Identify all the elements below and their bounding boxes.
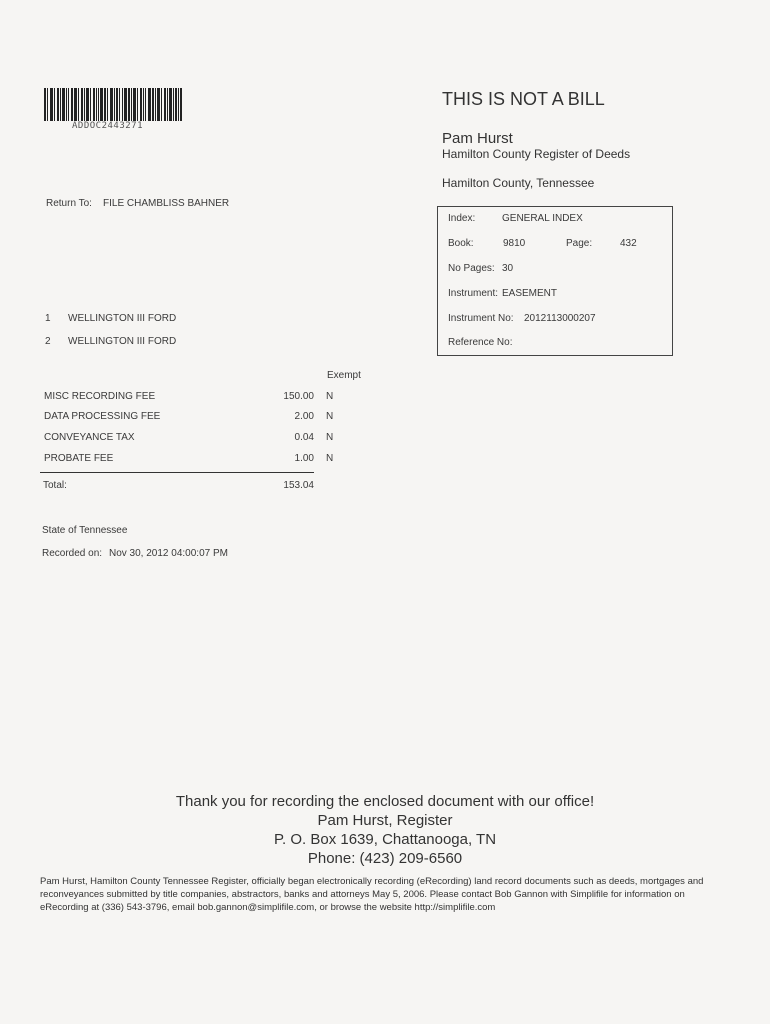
total-label: Total: (43, 480, 67, 491)
document-info-box (437, 206, 673, 356)
closing-thanks: Thank you for recording the enclosed document with our office! (175, 793, 595, 810)
no-pages-label: No Pages: (448, 263, 495, 274)
fee-name: CONVEYANCE TAX (44, 432, 135, 443)
fee-amount: 2.00 (294, 411, 314, 422)
total-value: 153.04 (283, 480, 314, 491)
fee-amount: 0.04 (294, 432, 314, 443)
return-to-value: FILE CHAMBLISS BAHNER (103, 198, 230, 209)
page-title: THIS IS NOT A BILL (442, 89, 605, 109)
return-to-label: Return To: (46, 198, 92, 209)
book-value: 9810 (503, 238, 526, 249)
party-name: WELLINGTON III FORD (68, 313, 177, 324)
fee-exempt: N (326, 411, 334, 422)
fee-exempt: N (326, 453, 334, 464)
recorded-value: Nov 30, 2012 04:00:07 PM (109, 548, 228, 559)
book-label: Book: (448, 238, 474, 249)
instrument-no-value: 2012113000207 (524, 313, 596, 324)
register-name: Pam Hurst (442, 130, 513, 147)
fee-name: MISC RECORDING FEE (44, 391, 156, 402)
county-name: Hamilton County, Tennessee (442, 176, 595, 190)
closing-phone: Phone: (423) 209-6560 (307, 850, 463, 867)
exempt-header: Exempt (327, 370, 361, 381)
instrument-no-label: Instrument No: (448, 313, 514, 324)
page-value: 432 (620, 238, 637, 249)
no-pages-value: 30 (502, 263, 514, 274)
party-number: 1 (45, 313, 51, 324)
closing-address: P. O. Box 1639, Chattanooga, TN (273, 831, 497, 848)
register-office: Hamilton County Register of Deeds (442, 147, 631, 161)
fee-amount: 150.00 (283, 391, 314, 402)
erecording-disclaimer: Pam Hurst, Hamilton County Tennessee Register, officially began electronically recording (eRecording) land record documents such as deeds, mortgages and reconveyances submitted by title companies, abstractors, banks and attorneys May 5, 2006. Please contact Bob Gannon with Simplifile for information on eRecording at (336) 543-3796, email bob.gannon@simplifile.com, or browse the website http://simplifile.com (40, 876, 704, 913)
state-text: State of Tennessee (42, 525, 128, 536)
fee-amount: 1.00 (294, 453, 314, 464)
barcode-image (44, 88, 182, 121)
fee-exempt: N (326, 432, 334, 443)
reference-no-label: Reference No: (448, 337, 513, 348)
party-number: 2 (45, 336, 51, 347)
fee-name: PROBATE FEE (44, 453, 114, 464)
barcode-number: ADDOC2443271 (72, 121, 144, 131)
index-label: Index: (448, 213, 476, 224)
page-label: Page: (566, 238, 593, 249)
recorded-label: Recorded on: (42, 548, 103, 559)
instrument-value: EASEMENT (502, 288, 558, 299)
fee-name: DATA PROCESSING FEE (44, 411, 161, 422)
closing-register: Pam Hurst, Register (317, 812, 453, 829)
party-name: WELLINGTON III FORD (68, 336, 177, 347)
index-value: GENERAL INDEX (502, 213, 583, 224)
instrument-label: Instrument: (448, 288, 499, 299)
fee-exempt: N (326, 391, 334, 402)
total-divider (40, 472, 314, 473)
